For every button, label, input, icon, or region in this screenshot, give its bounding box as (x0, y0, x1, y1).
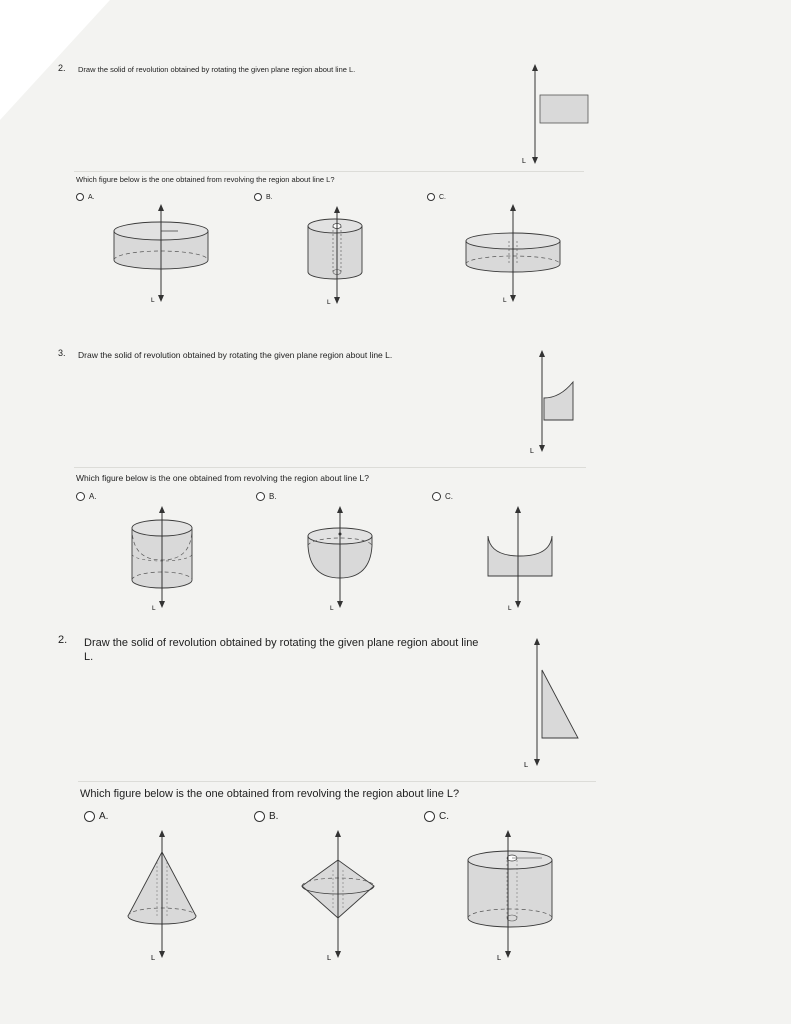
problem-2-option-b[interactable] (256, 492, 277, 501)
axis-label-L: L (151, 297, 155, 304)
option-label: B. (266, 193, 273, 201)
problem-3-figure-c[interactable] (460, 830, 560, 970)
option-label: C. (439, 193, 446, 201)
problem-3-prompt-line-1: Draw the solid of revolution obtained by rotating the given plane region about line (84, 637, 479, 649)
problem-2-prompt: Draw the solid of revolution obtained by rotating the given plane region about line L. (78, 350, 393, 360)
problem-1-prompt: Draw the solid of revolution obtained by rotating the given plane region about line L. (78, 65, 356, 74)
problem-2-figure-c[interactable] (480, 506, 560, 618)
problem-2-number: 3. (58, 348, 66, 358)
problem-3-option-b[interactable] (254, 811, 278, 822)
problem-3-region-figure (520, 636, 590, 776)
curved-region (544, 382, 573, 420)
option-label: A. (99, 811, 109, 822)
axis-label-L: L (152, 605, 156, 612)
radio-button[interactable] (256, 492, 265, 501)
problem-3-prompt-line-2: L. (84, 651, 94, 663)
axis-label-L: L (524, 760, 529, 769)
axis-label-L: L (508, 605, 512, 612)
radio-button[interactable] (254, 193, 262, 201)
radio-button[interactable] (424, 811, 435, 822)
problem-3-figure-b[interactable] (296, 830, 380, 970)
radio-button[interactable] (254, 811, 265, 822)
problem-1-figure-a[interactable] (108, 204, 218, 314)
problem-1-number: 2. (58, 63, 66, 73)
option-label: B. (269, 492, 277, 501)
option-label: C. (439, 811, 449, 822)
option-label: A. (89, 492, 97, 501)
rectangle-region (540, 95, 588, 123)
problem-3-question: Which figure below is the one obtained from revolving the region about line L? (80, 788, 460, 800)
problem-2-option-c[interactable] (432, 492, 453, 501)
radio-button[interactable] (427, 193, 435, 201)
radio-button[interactable] (76, 193, 84, 201)
divider (78, 781, 596, 782)
problem-1-option-c[interactable] (427, 193, 446, 201)
problem-3-option-c[interactable] (424, 811, 449, 822)
axis-label-L: L (530, 448, 534, 455)
problem-1-region-figure (520, 62, 600, 172)
axis-label-L: L (503, 297, 507, 304)
problem-2-figure-a[interactable] (126, 506, 206, 618)
problem-3-option-a[interactable] (84, 811, 108, 822)
problem-2-figure-b[interactable] (302, 506, 382, 618)
problem-1-option-a[interactable] (76, 193, 95, 201)
radio-button[interactable] (76, 492, 85, 501)
problem-1-figure-c[interactable] (460, 204, 570, 314)
divider (74, 467, 586, 468)
axis-label-L: L (330, 605, 334, 612)
axis-label-L: L (327, 953, 332, 962)
axis-label-L: L (327, 299, 331, 306)
problem-2-question: Which figure below is the one obtained from revolving the region about line L? (76, 473, 369, 483)
radio-button[interactable] (84, 811, 95, 822)
option-label: A. (88, 193, 95, 201)
problem-1-question: Which figure below is the one obtained from revolving the region about line L? (76, 175, 335, 184)
page-corner-fold (0, 0, 110, 120)
problem-2-region-figure (530, 348, 590, 458)
radio-button[interactable] (432, 492, 441, 501)
problem-1-figure-b[interactable] (300, 206, 380, 316)
axis-label-L: L (151, 953, 156, 962)
problem-1-option-b[interactable] (254, 193, 273, 201)
problem-3-number: 2. (58, 634, 68, 646)
divider (74, 171, 584, 172)
problem-3-figure-a[interactable] (122, 830, 202, 970)
option-label: B. (269, 811, 279, 822)
triangle-region (542, 670, 578, 738)
option-label: C. (445, 492, 453, 501)
axis-label-L: L (497, 953, 502, 962)
problem-2-option-a[interactable] (76, 492, 97, 501)
axis-label-L: L (522, 158, 526, 165)
